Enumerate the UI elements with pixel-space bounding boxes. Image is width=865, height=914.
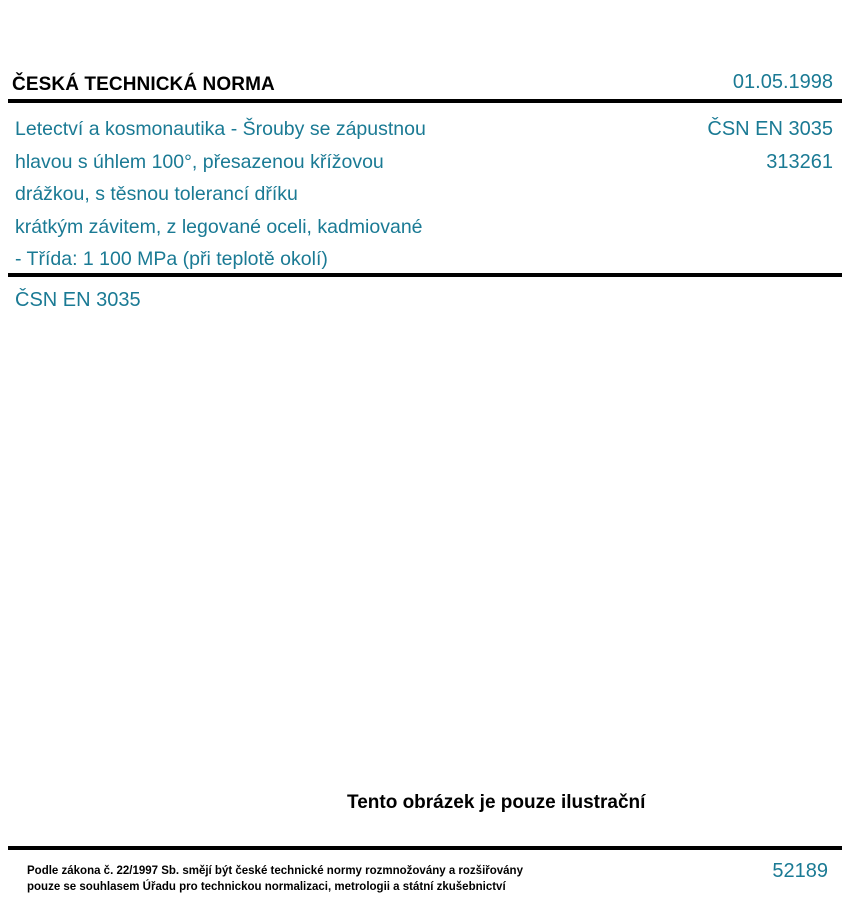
illustration-note: Tento obrázek je pouze ilustrační (347, 792, 646, 813)
description-line: krátkým závitem, z legované oceli, kadmiované (15, 215, 423, 238)
header-divider (8, 99, 842, 103)
description-line: Letectví a kosmonautika - Šrouby se zápustnou (15, 118, 426, 140)
standard-description (15, 113, 575, 276)
description-line: hlavou s úhlem 100°, přesazenou křížovou (15, 150, 384, 173)
description-divider (8, 273, 842, 277)
publication-date: 01.05.1998 (732, 71, 833, 93)
document-number: 52189 (772, 860, 828, 882)
footer-divider (8, 846, 842, 850)
norm-title: ČESKÁ TECHNICKÁ NORMA (12, 74, 275, 95)
description-line: drážkou, s těsnou tolerancí dříku (15, 183, 298, 205)
standard-codes (707, 113, 833, 178)
legal-notice-line: Podle zákona č. 22/1997 Sb. smějí být české technické normy rozmnožovány a rozšiřovány (27, 865, 523, 877)
reference-standard-code: ČSN EN 3035 (15, 289, 141, 311)
legal-notice-line: pouze se souhlasem Úřadu pro technickou normalizaci, metrologii a státní zkušebnictví (27, 881, 506, 893)
description-line: - Třída: 1 100 MPa (při teplotě okolí) (15, 248, 328, 270)
legal-notice (27, 863, 523, 895)
standard-code: ČSN EN 3035 (707, 118, 833, 140)
class-number: 313261 (766, 150, 833, 173)
